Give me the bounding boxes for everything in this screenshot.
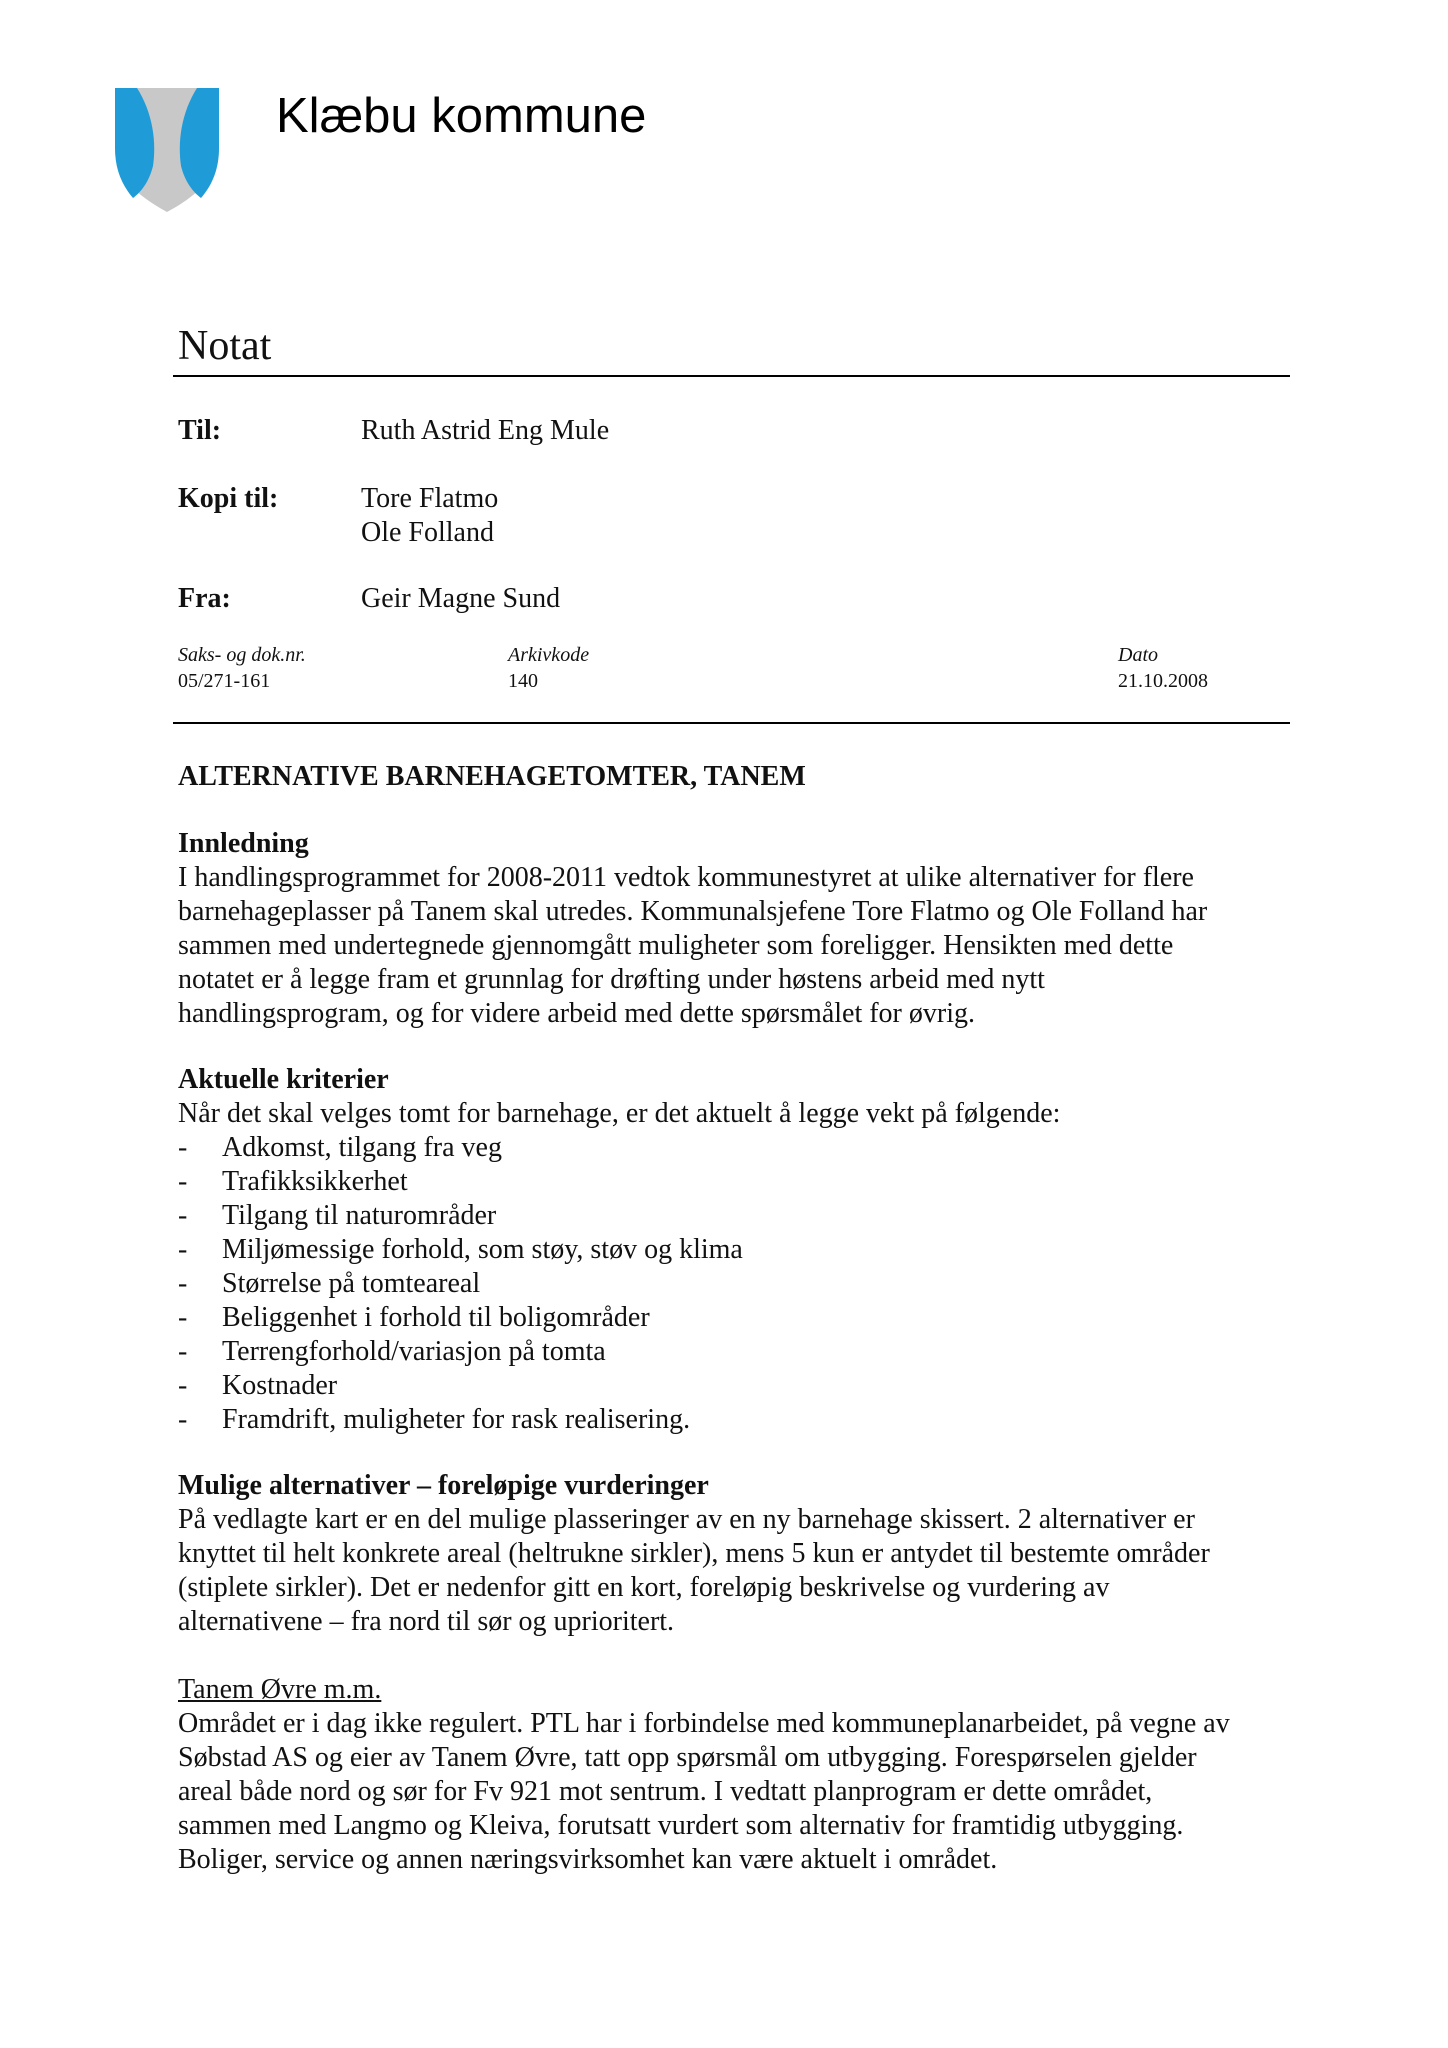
bullet-dash: -	[178, 1370, 188, 1401]
paragraph-line: I handlingsprogrammet for 2008-2011 vedtok kommunestyret at ulike alternativer for flere	[178, 862, 1194, 893]
list-item	[178, 1301, 1298, 1335]
section-alternatives	[178, 1469, 1298, 1639]
list-item-text: Kostnader	[222, 1370, 338, 1401]
list-item	[178, 1165, 1298, 1199]
list-item-text: Miljømessige forhold, som støy, støv og klima	[222, 1234, 743, 1265]
criteria-intro: Når det skal velges tomt for barnehage, er det aktuelt å legge vekt på følgende:	[178, 1098, 1061, 1129]
paragraph-line: notatet er å legge fram et grunnlag for drøfting under høstens arbeid med nytt	[178, 964, 1045, 995]
recipient-value: Ruth Astrid Eng Mule	[361, 415, 610, 446]
list-item-text: Framdrift, muligheter for rask realisering.	[222, 1404, 691, 1435]
section-title: Innledning	[178, 828, 309, 859]
coat-of-arms-icon	[113, 86, 221, 214]
copy-to-label: Kopi til:	[178, 483, 279, 514]
list-item-text: Beliggenhet i forhold til boligområder	[222, 1302, 650, 1333]
header-divider-bottom	[173, 722, 1290, 724]
paragraph-line: alternativene – fra nord til sør og uprioritert.	[178, 1606, 675, 1637]
document-heading: ALTERNATIVE BARNEHAGETOMTER, TANEM	[178, 761, 806, 792]
list-item-text: Tilgang til naturområder	[222, 1200, 497, 1231]
sender-label: Fra:	[178, 583, 231, 614]
copy-to-value-1: Tore Flatmo	[361, 483, 499, 514]
section-title: Mulige alternativer – foreløpige vurderinger	[178, 1470, 709, 1501]
list-item	[178, 1335, 1298, 1369]
bullet-dash: -	[178, 1268, 188, 1299]
paragraph-line: knyttet til helt konkrete areal (heltrukne sirkler), mens 5 kun er antydet til bestemte områder	[178, 1538, 1210, 1569]
paragraph-line: handlingsprogram, og for videre arbeid med dette spørsmålet for øvrig.	[178, 998, 975, 1029]
paragraph-line: Boliger, service og annen næringsvirksomhet kan være aktuelt i området.	[178, 1844, 998, 1875]
list-item	[178, 1267, 1298, 1301]
case-number-label: Saks- og dok.nr.	[178, 644, 306, 666]
archive-code-value: 140	[508, 670, 538, 692]
list-item-text: Terrengforhold/variasjon på tomta	[222, 1336, 606, 1367]
list-item	[178, 1403, 1298, 1437]
paragraph-line: barnehageplasser på Tanem skal utredes. Kommunalsjefene Tore Flatmo og Ole Folland har	[178, 896, 1208, 927]
list-item-text: Trafikksikkerhet	[222, 1166, 408, 1197]
archive-code-label: Arkivkode	[508, 644, 590, 666]
section-title: Aktuelle kriterier	[178, 1064, 389, 1095]
coat-of-arms-logo	[113, 86, 221, 214]
paragraph-line: sammen med undertegnede gjennomgått muligheter som foreligger. Hensikten med dette	[178, 930, 1174, 961]
date-label: Dato	[1118, 644, 1158, 666]
section-introduction	[178, 827, 1298, 1031]
case-number-value: 05/271-161	[178, 670, 271, 692]
sender-value: Geir Magne Sund	[361, 583, 561, 614]
criteria-list	[178, 1131, 1298, 1437]
subsection-title: Tanem Øvre m.m.	[178, 1674, 382, 1705]
section-tanem-ovre	[178, 1673, 1298, 1877]
municipality-name: Klæbu kommune	[276, 89, 647, 143]
list-item	[178, 1199, 1298, 1233]
date-value: 21.10.2008	[1118, 670, 1208, 692]
paragraph-line: Området er i dag ikke regulert. PTL har i forbindelse med kommuneplanarbeidet, på vegne av	[178, 1708, 1230, 1739]
bullet-dash: -	[178, 1404, 188, 1435]
document-title: Notat	[178, 323, 272, 369]
paragraph-line: (stiplete sirkler). Det er nedenfor gitt en kort, foreløpig beskrivelse og vurdering av	[178, 1572, 1110, 1603]
list-item	[178, 1369, 1298, 1403]
bullet-dash: -	[178, 1132, 188, 1163]
bullet-dash: -	[178, 1234, 188, 1265]
copy-to-value-2: Ole Folland	[361, 517, 494, 548]
date-block	[1118, 642, 1208, 694]
section-criteria	[178, 1063, 1298, 1437]
bullet-dash: -	[178, 1302, 188, 1333]
archive-code-block	[508, 642, 589, 694]
list-item	[178, 1233, 1298, 1267]
list-item-text: Størrelse på tomteareal	[222, 1268, 481, 1299]
paragraph-line: På vedlagte kart er en del mulige plasseringer av en ny barnehage skissert. 2 alternativer er	[178, 1504, 1195, 1535]
bullet-dash: -	[178, 1200, 188, 1231]
header-divider-top	[173, 375, 1290, 377]
bullet-dash: -	[178, 1336, 188, 1367]
recipient-label: Til:	[178, 415, 222, 446]
paragraph-line: Søbstad AS og eier av Tanem Øvre, tatt opp spørsmål om utbygging. Forespørselen gjelder	[178, 1742, 1197, 1773]
case-number-block	[178, 642, 306, 694]
paragraph-line: areal både nord og sør for Fv 921 mot sentrum. I vedtatt planprogram er dette området,	[178, 1776, 1153, 1807]
list-item-text: Adkomst, tilgang fra veg	[222, 1132, 502, 1163]
list-item	[178, 1131, 1298, 1165]
paragraph-line: sammen med Langmo og Kleiva, forutsatt vurdert som alternativ for framtidig utbygging.	[178, 1810, 1184, 1841]
bullet-dash: -	[178, 1166, 188, 1197]
